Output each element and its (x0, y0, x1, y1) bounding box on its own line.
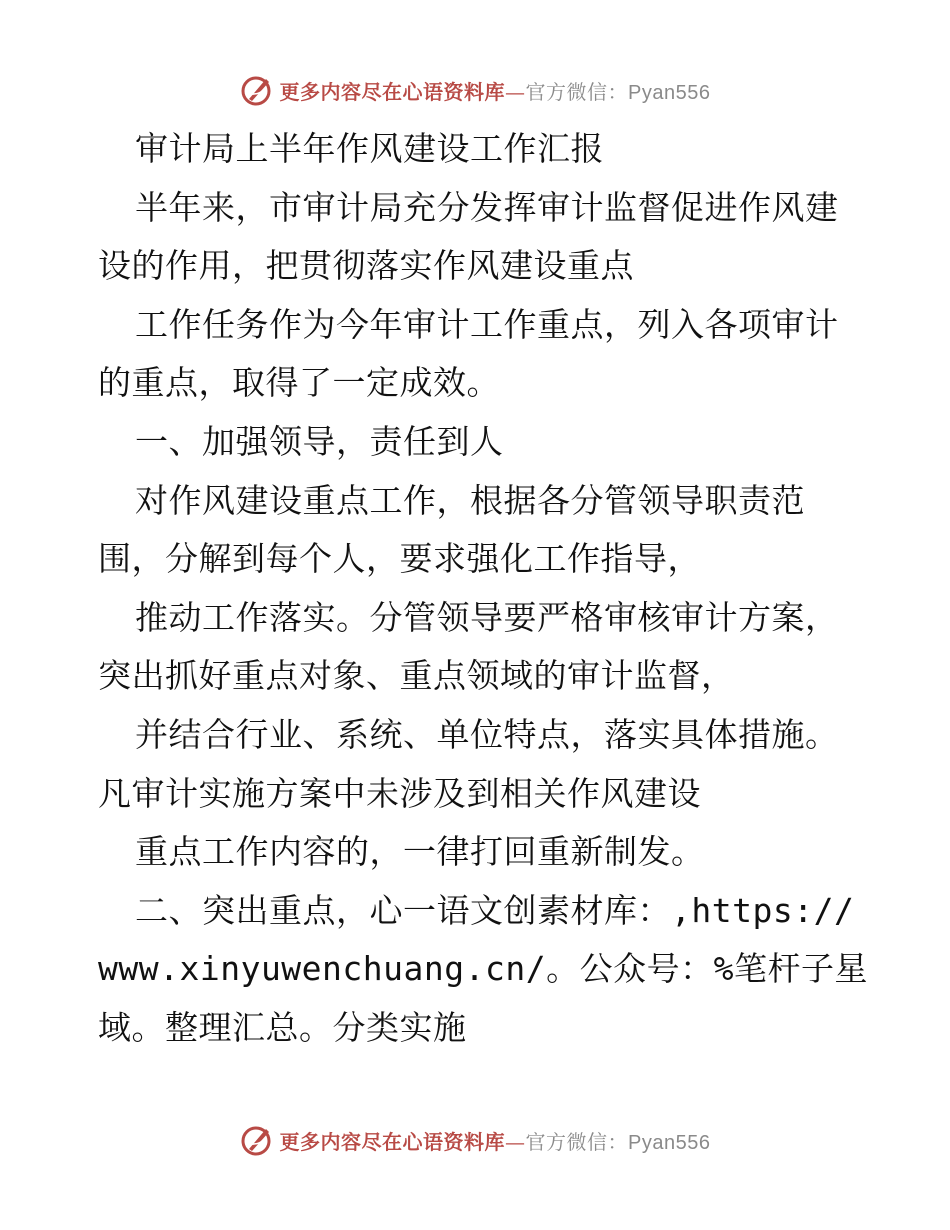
header-watermark-banner (0, 70, 950, 110)
watermark-wechat-id: Pyan556 (628, 81, 711, 104)
watermark-wechat-label: 官方微信： (525, 79, 629, 104)
section-heading: 一、加强领导，责任到人 (135, 421, 504, 461)
section-heading: 二、突出重点，心一语文创素材库：,https:// (135, 890, 855, 930)
paragraph-line: 突出抓好重点对象、重点领域的审计监督， (98, 656, 735, 696)
document-title: 审计局上半年作风建设工作汇报 (135, 129, 604, 168)
quill-pen-logo-icon (240, 1123, 274, 1157)
watermark-dash: — (505, 1129, 526, 1154)
footer-watermark-banner (0, 1120, 950, 1160)
paragraph-line: 工作任务作为今年审计工作重点，列入各项审计 (135, 304, 839, 344)
paragraph-line: 对作风建设重点工作，根据各分管领导职责范 (135, 480, 805, 520)
paragraph-line: 重点工作内容的，一律打回重新制发。 (135, 832, 705, 872)
paragraph-line: 推动工作落实。分管领导要严格审核审计方案， (135, 597, 839, 637)
paragraph-line: 半年来，市审计局充分发挥审计监督促进作风建 (135, 187, 839, 227)
paragraph-line: 域。整理汇总。分类实施 (98, 1007, 467, 1047)
watermark-text (280, 76, 711, 105)
paragraph-line: 并结合行业、系统、单位特点，落实具体措施。 (135, 714, 839, 754)
watermark-wechat-label: 官方微信： (525, 1129, 629, 1154)
watermark-dash: — (505, 79, 526, 104)
paragraph-line: 围，分解到每个人，要求强化工作指导， (98, 539, 701, 579)
quill-pen-logo-icon (240, 73, 274, 107)
watermark-main-text: 更多内容尽在心语资料库 (279, 1129, 506, 1154)
watermark-wechat-id: Pyan556 (628, 1131, 711, 1154)
watermark-text (280, 1126, 711, 1155)
paragraph-line: 凡审计实施方案中未涉及到相关作风建设 (98, 773, 701, 813)
document-body (98, 120, 868, 1058)
paragraph-line: 设的作用，把贯彻落实作风建设重点 (98, 246, 634, 286)
paragraph-line: www.xinyuwenchuang.cn/。公众号：%笔杆子星 (98, 949, 868, 989)
paragraph-line: 的重点，取得了一定成效。 (98, 363, 500, 403)
watermark-main-text: 更多内容尽在心语资料库 (279, 79, 506, 104)
